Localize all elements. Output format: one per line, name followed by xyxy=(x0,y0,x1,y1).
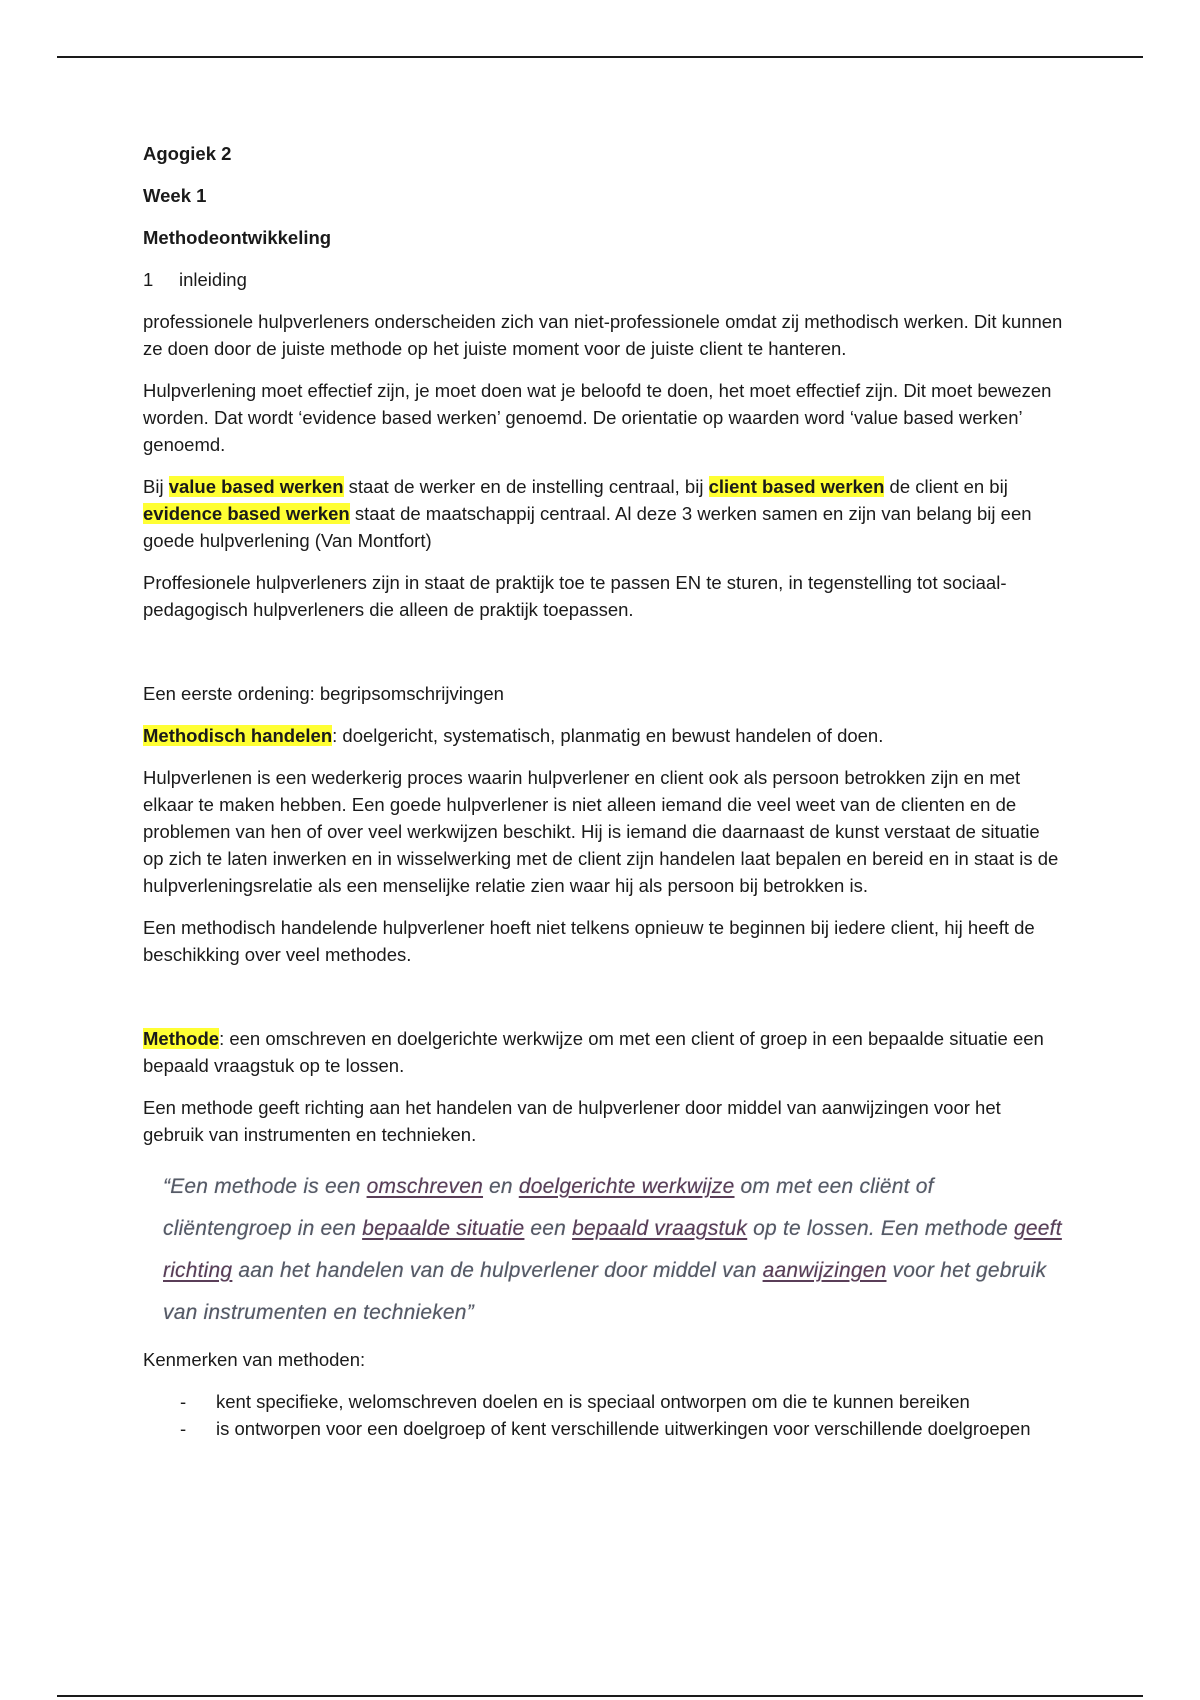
characteristics-heading: Kenmerken van methoden: xyxy=(143,1349,366,1370)
quote-text: een xyxy=(524,1217,573,1240)
spacer xyxy=(143,983,1063,1025)
section-heading xyxy=(143,266,1063,293)
quote-underline: bepaalde situatie xyxy=(362,1217,525,1240)
highlight-value-based: value based werken xyxy=(168,476,344,497)
characteristics-list xyxy=(143,1388,1063,1442)
subheading-begripsomschrijvingen: Een eerste ordening: begripsomschrijvingen xyxy=(143,683,504,704)
section-number: 1 xyxy=(143,269,154,290)
list-item: - kent specifieke, welomschreven doelen en is speciaal ontworpen om die te kunnen bereiken xyxy=(216,1388,1063,1415)
text-segment: staat de maatschappij centraal. Al deze 3 werken samen en zijn van belang bij een goede hulpverlening (Van Montfort) xyxy=(143,503,1032,551)
bottom-rule xyxy=(57,1695,1143,1697)
list-item: - is ontworpen voor een doelgroep of kent verschillende uitwerkingen voor verschillende doelgroepen xyxy=(216,1415,1063,1442)
highlight-methodisch-handelen: Methodisch handelen xyxy=(143,725,333,746)
quote-text: voor het gebruik van instrumenten en technieken” xyxy=(163,1259,1047,1324)
section-title: inleiding xyxy=(179,269,247,290)
quote-text: en xyxy=(483,1175,519,1198)
text-segment: staat de werker en de instelling centraal, bij xyxy=(343,476,709,497)
spacer xyxy=(143,638,1063,680)
highlight-methode: Methode xyxy=(143,1028,220,1049)
definition-methode xyxy=(143,1025,1063,1079)
top-rule xyxy=(57,56,1143,58)
paragraph-professional: professionele hulpverleners onderscheiden zich van niet-professionele omdat zij methodisch werken. Dit kunnen ze doen door de juiste methode op het juiste moment voor de juiste client te hanteren. xyxy=(143,311,1063,359)
quote-underline: omschreven xyxy=(366,1175,484,1198)
quote-text: aan het handelen van de hulpverlener door middel van xyxy=(232,1259,763,1282)
document-body xyxy=(143,140,1063,1442)
quote-underline: bepaald vraagstuk xyxy=(572,1217,748,1240)
definition-methodisch-handelen xyxy=(143,722,1063,749)
highlight-evidence-based: evidence based werken xyxy=(143,503,350,524)
paragraph-proffesionele: Proffesionele hulpverleners zijn in staat de praktijk toe te passen EN te sturen, in tegenstelling tot sociaal-pedagogisch hulpverleners die alleen de praktijk toepassen. xyxy=(143,572,1007,620)
quote-text: op te lossen. Een methode xyxy=(747,1217,1015,1240)
topic-title: Methodeontwikkeling xyxy=(143,227,332,248)
quote-underline: geeft richting xyxy=(163,1217,1062,1282)
quote-underline: aanwijzingen xyxy=(762,1259,887,1282)
text-segment: Bij xyxy=(143,476,169,497)
quote-text: “Een methode is een xyxy=(163,1175,367,1198)
highlight-client-based: client based werken xyxy=(708,476,885,497)
text-segment: : een omschreven en doelgerichte werkwijze om met een client of groep in een bepaalde situatie een bepaald vraagstuk op te lossen. xyxy=(143,1028,1044,1076)
text-segment: de client en bij xyxy=(884,476,1008,497)
text-segment: : doelgericht, systematisch, planmatig en bewust handelen of doen. xyxy=(332,725,884,746)
paragraph-value-client-evidence xyxy=(143,473,1063,554)
course-title: Agogiek 2 xyxy=(143,143,232,164)
paragraph-evidence: Hulpverlening moet effectief zijn, je moet doen wat je beloofd te doen, het moet effectief zijn. Dit moet bewezen worden. Dat wordt ‘evidence based werken’ genoemd. De orientatie op waarden word ‘value based werken’ genoemd. xyxy=(143,380,1052,455)
paragraph-methode-richting: Een methode geeft richting aan het handelen van de hulpverlener door middel van aanwijzingen voor het gebruik van instrumenten en technieken. xyxy=(143,1097,1001,1145)
quote-image xyxy=(163,1166,1063,1334)
paragraph-methodisch-handelende: Een methodisch handelende hulpverlener hoeft niet telkens opnieuw te beginnen bij iedere client, hij heeft de beschikking over veel methodes. xyxy=(143,917,1035,965)
quote-underline: doelgerichte werkwijze xyxy=(518,1175,735,1198)
quote-text: om met een cliënt of cliëntengroep in een xyxy=(163,1175,934,1240)
week-title: Week 1 xyxy=(143,185,207,206)
paragraph-hulpverlenen: Hulpverlenen is een wederkerig proces waarin hulpverlener en client ook als persoon betrokken zijn en met elkaar te maken hebben. Een goede hulpverlener is niet alleen iemand die veel weet van de clienten en de problemen van hen of over veel werkwijzen beschikt. Hij is iemand die daarnaast de kunst verstaat de situatie op zich te laten inwerken en in wisselwerking met de client zijn handelen laat bepalen en bereid en in staat is de hulpverleningsrelatie als een menselijke relatie zien waar hij als persoon bij betrokken is. xyxy=(143,767,1059,896)
